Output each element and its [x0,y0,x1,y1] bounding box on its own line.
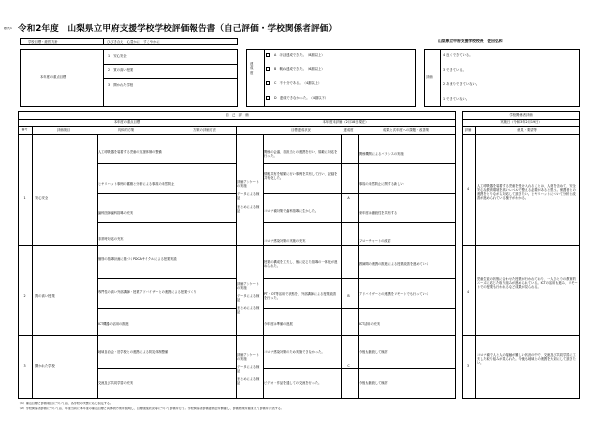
focus-item-1: 1 安心安全 [108,54,127,58]
col-status: 目標達成状況 [291,127,311,132]
achievement-a: A ほぼ達成できた。（8割以上） [274,53,325,57]
goal-text: ひびき合え 心豊かに すこやかに [107,39,160,44]
row3-measure-2: 交流及び共同学習の充実 [98,381,134,385]
row1-next-4: フローチャートの改訂 [359,239,391,243]
row1-achievement: A [347,196,350,200]
rating-3: 3 できている。 [443,68,466,72]
doc-code: 様式1 [4,27,12,30]
row1-next-1: 関係機関によるバランスの実施 [359,152,404,156]
rating-2: 2 あまりできていない。 [443,82,480,86]
row3-measure-1: 地域自治会・旧学校との連携による防災体制整備 [98,350,169,354]
row3-next-2: 今後も継続して検討 [359,381,388,385]
col-comment: 意見・要望等 [517,127,537,132]
col-content: 具体的方策 [117,127,135,132]
col-achv: 達成度 [343,127,354,132]
col-rating: 評価 [464,127,472,132]
row1-status-1: 関係の会議、各担当との連携を行い、規範に対応を行った。 [264,150,338,159]
row1-measure-4: 非常時対応の充実 [98,237,124,241]
achievement-box [246,49,416,107]
checkbox-c [266,81,270,85]
self-eval-title: 自 己 評 価 [225,112,249,117]
checkbox-d [266,96,270,100]
achievement-b: B 概ね達成できた。（6割以上） [274,67,325,71]
row3-achievement: C [347,364,350,368]
principal-name: 山梨県立甲府支援学校校長 佐田弘和 [438,39,503,43]
row3-rating: 3 [466,364,470,368]
row1-measure-2: ヒヤリハット事例の蓄積と分析による事故の未然防止 [98,182,175,186]
rating-1: 1 できていない。 [443,97,470,101]
row2-achievement: B [347,294,350,298]
col-no: 番号 [21,127,28,131]
row2-method-3: まとめによる検証 [237,306,260,315]
col-focus: 本年度の重点目標 [113,120,141,124]
row2-measure-1: 個別の指導計画に基づくPDCAサイクルによる授業実践 [98,257,177,261]
row2-next-1: 教師間の連携の推進による授業改善を進めていく [359,262,430,266]
goal-label: 学校目標・経営方針 [28,39,58,44]
row1-status-4: コロナ感染対策の実施の充実 [264,239,306,243]
row2-status-1: 授業の構成を工夫し、個に応じた指導の一体化が進められた。 [264,260,338,269]
row2-measure-2: 専門性の高い外部講師・授業アドバイザーとの連携による授業づくり [98,290,197,294]
row2-method-2: データによる検証 [237,294,260,303]
row2-item: 質の高い授業 [35,294,55,298]
row3-method-3: まとめによる検証 [237,377,260,386]
row3-status-2: ビデオ・作品を通しての交流を行った。 [264,381,322,385]
col-next: 成果と次年度への課題・改善策 [382,127,430,132]
achievement-label: 達成度 [250,62,254,75]
achievement-d: D 達成できなかった。（4割以下） [274,96,329,100]
row2-no: 2 [23,294,26,298]
row2-next-2: アドバイザーとの連携をリモートでも行っていく [359,292,429,296]
row1-method-3: まとめによる検証 [237,205,260,214]
row3-comment: コロナ禍で人と人の接触が難しい状況の中で、交流及び共同学習に工夫した取り組みが見られた。今後も地域との連携を大切にして頂きたい。 [477,353,576,366]
footnote-2: （2）学校関係者評価については、年度当初に本年度の重点目標と具体的方策を説明し、目標達成状況等について評価を行う。学校関係者評価委員会を開催し、評価結果を踏まえて評価を公表する。 [18,407,284,410]
row1-measure-3: 歯科医師歯科指導の充実 [98,211,134,215]
col-eval: 本年度末評価（2月18日現在） [322,120,369,124]
col-item: 評価項目 [56,127,71,132]
row1-status-2: 情報共有を頻繁に行い事例を共有して行い、記録を共有化した。 [264,172,338,181]
footnote-1: （1）重点目標と評価項目については、各学校の実態に応じ設定する。 [18,402,113,405]
row2-method-1: 評価アンケートの実施 [237,282,260,291]
achievement-c: C 不十分である。（4割以上） [274,81,322,85]
row1-next-3: 来年度は継続性を共有する [359,211,398,215]
row1-rating: 4 [466,187,470,191]
row1-status-3: コロナ禍対策で歯科指導に生かした。 [264,209,319,213]
row3-method-2: データによる検証 [237,365,260,374]
row2-next-3: ICT活用の充実 [359,322,381,326]
focus-label: 本年度の重点目標 [40,75,67,79]
school-eval-date: 実施日（令和3年2月19日） [500,120,542,124]
row2-measure-3: ICT機器の活用の推進 [98,322,129,326]
row3-method-1: 評価アンケートの実施 [237,353,260,362]
row1-item: 安心安全 [35,196,49,200]
row1-measure-1: 人工呼吸器を装着する児童の支援体制の整備 [98,150,162,154]
row1-method-1: 評価アンケートの実施 [237,180,260,189]
row3-no: 3 [23,364,26,368]
row2-status-2: PT・OT等活用で状態を、外部講師による授業改善を行った。 [264,292,337,301]
page-title: 令和2年度 山梨県立甲府支援学校学校評価報告書（自己評価・学校関係者評価） [18,24,338,34]
row2-comment: 児童生徒の状態に合わせた授業が行われており、一人ひとりの教育的ニーズに応じた取り組みが進められている。ICTの活用も進み、リモートでの授業も行われるなど成果が見られる。 [477,277,578,290]
checkbox-a [266,53,270,57]
school-eval-title: 学校関係者評価 [509,112,533,117]
rating-4: 4 良くできている。 [443,53,473,57]
row3-status-1: コロナ感染対策のため実施できなかった。 [264,350,325,354]
rating-label: 評価 [426,75,433,79]
checkbox-b [266,67,270,71]
row2-status-3: 今年度は準備の進展 [264,322,293,326]
focus-item-2: 2 質の高い授業 [108,68,134,72]
row1-no: 1 [23,196,26,200]
col-method: 方策の評価方法 [192,127,217,132]
row1-comment: 人工呼吸器を装着する児童を受け入れることは、人材を含めて、安全安心な教育環境を高いレベルで整える必要があると思う。保護者との連携をとりながら対応して頂きたい。ヒヤリハットについて分析と改善が進められている様子がわかる。 [477,184,576,201]
row3-next-1: 今後も継続して検討 [359,350,388,354]
row1-method-2: データによる検証 [237,192,260,201]
row2-rating: 4 [466,290,470,294]
focus-item-3: 3 開かれた学校 [108,83,134,87]
row1-next-2: 事故の未然防止に関する新しい [359,182,404,186]
row3-item: 開かれた学校 [35,364,55,368]
